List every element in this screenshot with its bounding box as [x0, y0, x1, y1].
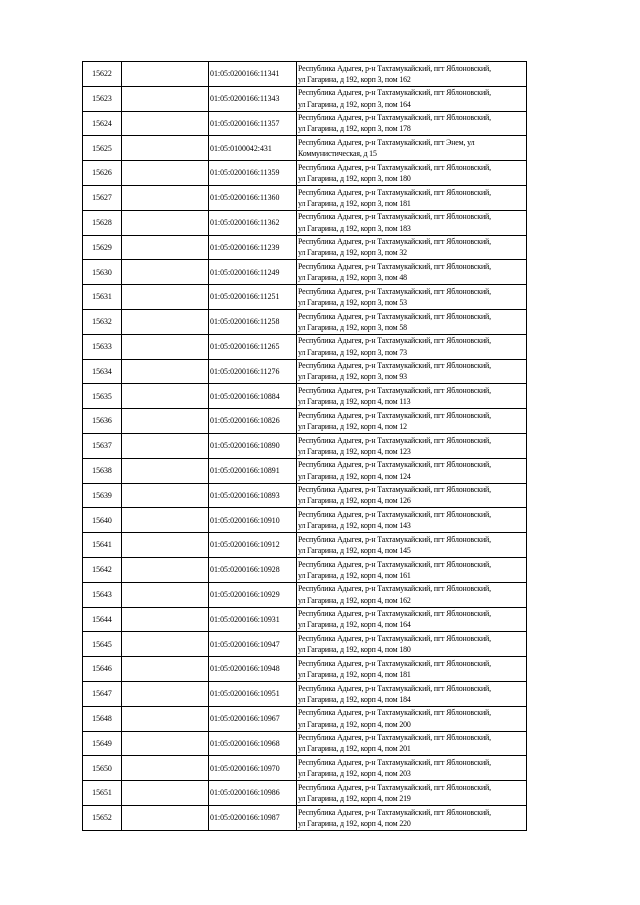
address-cell: [297, 111, 527, 136]
empty-cell: [122, 136, 209, 161]
address-cell: [297, 185, 527, 210]
address-cell: [297, 607, 527, 632]
table-row: [83, 433, 527, 458]
table-row: [83, 161, 527, 186]
row-number-cell: 15622: [83, 62, 122, 87]
address-line-2: ул Гагарина, д 192, корп 3, пом 181: [298, 198, 411, 208]
table-row: [83, 359, 527, 384]
address-line-2: ул Гагарина, д 192, корп 4, пом 12: [298, 422, 407, 432]
empty-cell: [122, 458, 209, 483]
empty-cell: [122, 756, 209, 781]
row-number-cell: 15623: [83, 86, 122, 111]
row-number-cell: 15635: [83, 384, 122, 409]
address-line-2: ул Гагарина, д 192, корп 4, пом 184: [298, 694, 411, 704]
cadastral-number-cell: 01:05:0200166:10968: [209, 731, 297, 756]
row-number-cell: 15630: [83, 260, 122, 285]
address-line-2: ул Гагарина, д 192, корп 3, пом 58: [298, 322, 407, 332]
row-number-cell: 15647: [83, 681, 122, 706]
address-line-1: Республика Адыгея, р-н Тахтамукайский, пгт Яблоновский,: [298, 410, 491, 420]
address-cell: [297, 557, 527, 582]
table-row: [83, 285, 527, 310]
empty-cell: [122, 309, 209, 334]
empty-cell: [122, 433, 209, 458]
address-cell: [297, 582, 527, 607]
address-line-2: ул Гагарина, д 192, корп 4, пом 219: [298, 794, 411, 803]
empty-cell: [122, 235, 209, 260]
empty-cell: [122, 508, 209, 533]
cadastral-number-cell: 01:05:0200166:10929: [209, 582, 297, 607]
address-cell: [297, 309, 527, 334]
address-line-1: Республика Адыгея, р-н Тахтамукайский, пгт Яблоновский,: [298, 286, 491, 296]
cadastral-number-cell: 01:05:0200166:11341: [209, 62, 297, 87]
cadastral-number-cell: 01:05:0200166:11265: [209, 334, 297, 359]
address-line-1: Республика Адыгея, р-н Тахтамукайский, пгт Яблоновский,: [298, 460, 491, 470]
address-cell: [297, 756, 527, 781]
table-row: [83, 62, 527, 87]
address-line-2: ул Гагарина, д 192, корп 4, пом 126: [298, 496, 411, 506]
cadastral-number-cell: 01:05:0200166:11362: [209, 210, 297, 235]
table-row: [83, 458, 527, 483]
row-number-cell: 15631: [83, 285, 122, 310]
row-number-cell: 15633: [83, 334, 122, 359]
table-row: [83, 185, 527, 210]
address-line-1: Республика Адыгея, р-н Тахтамукайский, пгт Яблоновский,: [298, 435, 491, 445]
address-cell: [297, 657, 527, 682]
row-number-cell: 15641: [83, 533, 122, 558]
cadastral-number-cell: 01:05:0200166:11343: [209, 86, 297, 111]
table-row: [83, 632, 527, 657]
address-line-1: Республика Адыгея, р-н Тахтамукайский, пгт Яблоновский,: [298, 336, 491, 346]
address-cell: [297, 260, 527, 285]
row-number-cell: 15642: [83, 557, 122, 582]
address-cell: [297, 334, 527, 359]
empty-cell: [122, 533, 209, 558]
empty-cell: [122, 384, 209, 409]
address-line-2: ул Гагарина, д 192, корп 3, пом 164: [298, 99, 411, 109]
cadastral-number-cell: 01:05:0200166:10910: [209, 508, 297, 533]
table-row: [83, 657, 527, 682]
empty-cell: [122, 582, 209, 607]
cadastral-number-cell: 01:05:0100042:431: [209, 136, 297, 161]
address-line-1: Республика Адыгея, р-н Тахтамукайский, пгт Яблоновский,: [298, 212, 491, 222]
row-number-cell: 15627: [83, 185, 122, 210]
address-line-1: Республика Адыгея, р-н Тахтамукайский, пгт Яблоновский,: [298, 708, 491, 718]
cadastral-number-cell: 01:05:0200166:11249: [209, 260, 297, 285]
cadastral-number-cell: 01:05:0200166:10912: [209, 533, 297, 558]
cadastral-number-cell: 01:05:0200166:10951: [209, 681, 297, 706]
empty-cell: [122, 607, 209, 632]
row-number-cell: 15645: [83, 632, 122, 657]
address-cell: [297, 632, 527, 657]
address-line-1: Республика Адыгея, р-н Тахтамукайский, пгт Энем, ул: [298, 138, 475, 148]
row-number-cell: 15636: [83, 409, 122, 434]
row-number-cell: 15649: [83, 731, 122, 756]
address-line-1: Республика Адыгея, р-н Тахтамукайский, пгт Яблоновский,: [298, 187, 491, 197]
row-number-cell: 15625: [83, 136, 122, 161]
empty-cell: [122, 285, 209, 310]
address-line-1: Республика Адыгея, р-н Тахтамукайский, пгт Яблоновский,: [298, 386, 491, 396]
cadastral-number-cell: 01:05:0200166:11258: [209, 309, 297, 334]
empty-cell: [122, 706, 209, 731]
address-line-2: ул Гагарина, д 192, корп 3, пом 180: [298, 174, 411, 184]
table-row: [83, 681, 527, 706]
address-cell: [297, 731, 527, 756]
table-row: [83, 483, 527, 508]
table-row: [83, 533, 527, 558]
table-row: [83, 781, 527, 806]
address-line-1: Республика Адыгея, р-н Тахтамукайский, пгт Яблоновский,: [298, 807, 491, 817]
table-row: [83, 607, 527, 632]
cadastral-number-cell: 01:05:0200166:10826: [209, 409, 297, 434]
empty-cell: [122, 557, 209, 582]
row-number-cell: 15640: [83, 508, 122, 533]
address-line-2: ул Гагарина, д 192, корп 4, пом 203: [298, 769, 411, 779]
cadastral-number-cell: 01:05:0200166:11239: [209, 235, 297, 260]
cadastral-number-cell: 01:05:0200166:10986: [209, 781, 297, 806]
cadastral-number-cell: 01:05:0200166:10948: [209, 657, 297, 682]
row-number-cell: 15650: [83, 756, 122, 781]
address-line-2: ул Гагарина, д 192, корп 4, пом 181: [298, 670, 411, 680]
empty-cell: [122, 111, 209, 136]
address-cell: [297, 235, 527, 260]
empty-cell: [122, 334, 209, 359]
row-number-cell: 15634: [83, 359, 122, 384]
address-line-2: ул Гагарина, д 192, корп 3, пом 48: [298, 273, 407, 283]
address-line-1: Республика Адыгея, р-н Тахтамукайский, пгт Яблоновский,: [298, 634, 491, 644]
cadastral-number-cell: 01:05:0200166:11357: [209, 111, 297, 136]
address-line-1: Республика Адыгея, р-н Тахтамукайский, пгт Яблоновский,: [298, 584, 491, 594]
table-row: [83, 111, 527, 136]
empty-cell: [122, 805, 209, 830]
address-cell: [297, 781, 527, 806]
registry-table-body: [83, 62, 527, 831]
address-line-2: ул Гагарина, д 192, корп 4, пом 164: [298, 620, 411, 630]
address-cell: [297, 433, 527, 458]
cadastral-number-cell: 01:05:0200166:11359: [209, 161, 297, 186]
address-line-2: ул Гагарина, д 192, корп 4, пом 180: [298, 645, 411, 655]
empty-cell: [122, 62, 209, 87]
cadastral-number-cell: 01:05:0200166:10893: [209, 483, 297, 508]
address-line-2: ул Гагарина, д 192, корп 3, пом 32: [298, 248, 407, 258]
address-line-2: ул Гагарина, д 192, корп 4, пом 200: [298, 719, 411, 729]
address-line-1: Республика Адыгея, р-н Тахтамукайский, пгт Яблоновский,: [298, 361, 491, 371]
address-line-1: Республика Адыгея, р-н Тахтамукайский, пгт Яблоновский,: [298, 88, 491, 98]
address-line-1: Республика Адыгея, р-н Тахтамукайский, пгт Яблоновский,: [298, 758, 491, 767]
table-row: [83, 805, 527, 830]
cadastral-number-cell: 01:05:0200166:10890: [209, 433, 297, 458]
cadastral-number-cell: 01:05:0200166:10928: [209, 557, 297, 582]
address-line-2: ул Гагарина, д 192, корп 4, пом 145: [298, 546, 411, 556]
empty-cell: [122, 161, 209, 186]
empty-cell: [122, 657, 209, 682]
table-row: [83, 582, 527, 607]
table-row: [83, 756, 527, 781]
address-line-1: Республика Адыгея, р-н Тахтамукайский, пгт Яблоновский,: [298, 534, 491, 544]
empty-cell: [122, 483, 209, 508]
address-cell: [297, 533, 527, 558]
address-cell: [297, 136, 527, 161]
table-row: [83, 210, 527, 235]
address-line-2: Коммунистическая, д 15: [298, 149, 377, 159]
address-cell: [297, 458, 527, 483]
address-line-2: ул Гагарина, д 192, корп 3, пом 162: [298, 74, 411, 84]
address-line-1: Республика Адыгея, р-н Тахтамукайский, пгт Яблоновский,: [298, 683, 491, 693]
address-line-2: ул Гагарина, д 192, корп 4, пом 143: [298, 521, 411, 531]
cadastral-number-cell: 01:05:0200166:10884: [209, 384, 297, 409]
row-number-cell: 15632: [83, 309, 122, 334]
cadastral-number-cell: 01:05:0200166:10970: [209, 756, 297, 781]
address-cell: [297, 483, 527, 508]
address-cell: [297, 62, 527, 87]
row-number-cell: 15643: [83, 582, 122, 607]
row-number-cell: 15638: [83, 458, 122, 483]
address-cell: [297, 805, 527, 830]
row-number-cell: 15626: [83, 161, 122, 186]
empty-cell: [122, 86, 209, 111]
row-number-cell: 15651: [83, 781, 122, 806]
table-row: [83, 706, 527, 731]
address-line-1: Республика Адыгея, р-н Тахтамукайский, пгт Яблоновский,: [298, 609, 491, 619]
address-line-1: Республика Адыгея, р-н Тахтамукайский, пгт Яблоновский,: [298, 237, 491, 247]
table-row: [83, 731, 527, 756]
address-line-1: Республика Адыгея, р-н Тахтамукайский, пгт Яблоновский,: [298, 162, 491, 172]
address-line-2: ул Гагарина, д 192, корп 3, пом 73: [298, 347, 407, 357]
empty-cell: [122, 260, 209, 285]
address-line-2: ул Гагарина, д 192, корп 4, пом 161: [298, 570, 411, 580]
row-number-cell: 15652: [83, 805, 122, 830]
address-line-2: ул Гагарина, д 192, корп 3, пом 183: [298, 223, 411, 233]
address-line-1: Республика Адыгея, р-н Тахтамукайский, пгт Яблоновский,: [298, 733, 491, 743]
table-row: [83, 309, 527, 334]
cadastral-number-cell: 01:05:0200166:10967: [209, 706, 297, 731]
address-cell: [297, 210, 527, 235]
row-number-cell: 15644: [83, 607, 122, 632]
address-line-2: ул Гагарина, д 192, корп 4, пом 124: [298, 471, 411, 481]
address-cell: [297, 508, 527, 533]
empty-cell: [122, 781, 209, 806]
empty-cell: [122, 632, 209, 657]
address-cell: [297, 681, 527, 706]
cadastral-number-cell: 01:05:0200166:11251: [209, 285, 297, 310]
address-line-2: ул Гагарина, д 192, корп 3, пом 93: [298, 372, 407, 382]
address-cell: [297, 86, 527, 111]
address-line-1: Республика Адыгея, р-н Тахтамукайский, пгт Яблоновский,: [298, 113, 491, 123]
table-row: [83, 508, 527, 533]
cadastral-number-cell: 01:05:0200166:10931: [209, 607, 297, 632]
address-line-2: ул Гагарина, д 192, корп 4, пом 123: [298, 446, 411, 456]
row-number-cell: 15624: [83, 111, 122, 136]
cadastral-number-cell: 01:05:0200166:10891: [209, 458, 297, 483]
empty-cell: [122, 409, 209, 434]
table-row: [83, 86, 527, 111]
table-row: [83, 409, 527, 434]
empty-cell: [122, 681, 209, 706]
cadastral-number-cell: 01:05:0200166:10987: [209, 805, 297, 830]
address-cell: [297, 706, 527, 731]
address-cell: [297, 285, 527, 310]
table-row: [83, 235, 527, 260]
row-number-cell: 15646: [83, 657, 122, 682]
row-number-cell: 15648: [83, 706, 122, 731]
row-number-cell: 15628: [83, 210, 122, 235]
registry-table: [82, 61, 527, 831]
address-cell: [297, 409, 527, 434]
address-line-2: ул Гагарина, д 192, корп 4, пом 113: [298, 397, 411, 407]
table-row: [83, 260, 527, 285]
address-line-2: ул Гагарина, д 192, корп 3, пом 53: [298, 298, 407, 308]
table-row: [83, 136, 527, 161]
empty-cell: [122, 731, 209, 756]
table-row: [83, 384, 527, 409]
address-line-1: Республика Адыгея, р-н Тахтамукайский, пгт Яблоновский,: [298, 510, 491, 520]
address-line-1: Республика Адыгея, р-н Тахтамукайский, пгт Яблоновский,: [298, 658, 491, 668]
address-line-2: ул Гагарина, д 192, корп 4, пом 220: [298, 818, 411, 828]
row-number-cell: 15639: [83, 483, 122, 508]
address-line-1: Республика Адыгея, р-н Тахтамукайский, пгт Яблоновский,: [298, 262, 491, 272]
address-line-2: ул Гагарина, д 192, корп 3, пом 178: [298, 124, 411, 134]
address-line-1: Республика Адыгея, р-н Тахтамукайский, пгт Яблоновский,: [298, 782, 491, 792]
empty-cell: [122, 185, 209, 210]
address-line-1: Республика Адыгея, р-н Тахтамукайский, пгт Яблоновский,: [298, 559, 491, 569]
address-line-1: Республика Адыгея, р-н Тахтамукайский, пгт Яблоновский,: [298, 63, 491, 73]
address-line-1: Республика Адыгея, р-н Тахтамукайский, пгт Яблоновский,: [298, 311, 491, 321]
empty-cell: [122, 210, 209, 235]
address-cell: [297, 384, 527, 409]
cadastral-number-cell: 01:05:0200166:11360: [209, 185, 297, 210]
address-cell: [297, 161, 527, 186]
table-row: [83, 557, 527, 582]
empty-cell: [122, 359, 209, 384]
address-line-2: ул Гагарина, д 192, корп 4, пом 201: [298, 744, 411, 754]
cadastral-number-cell: 01:05:0200166:11276: [209, 359, 297, 384]
row-number-cell: 15637: [83, 433, 122, 458]
table-row: [83, 334, 527, 359]
address-line-2: ул Гагарина, д 192, корп 4, пом 162: [298, 595, 411, 605]
address-line-1: Республика Адыгея, р-н Тахтамукайский, пгт Яблоновский,: [298, 485, 491, 495]
address-cell: [297, 359, 527, 384]
cadastral-number-cell: 01:05:0200166:10947: [209, 632, 297, 657]
row-number-cell: 15629: [83, 235, 122, 260]
